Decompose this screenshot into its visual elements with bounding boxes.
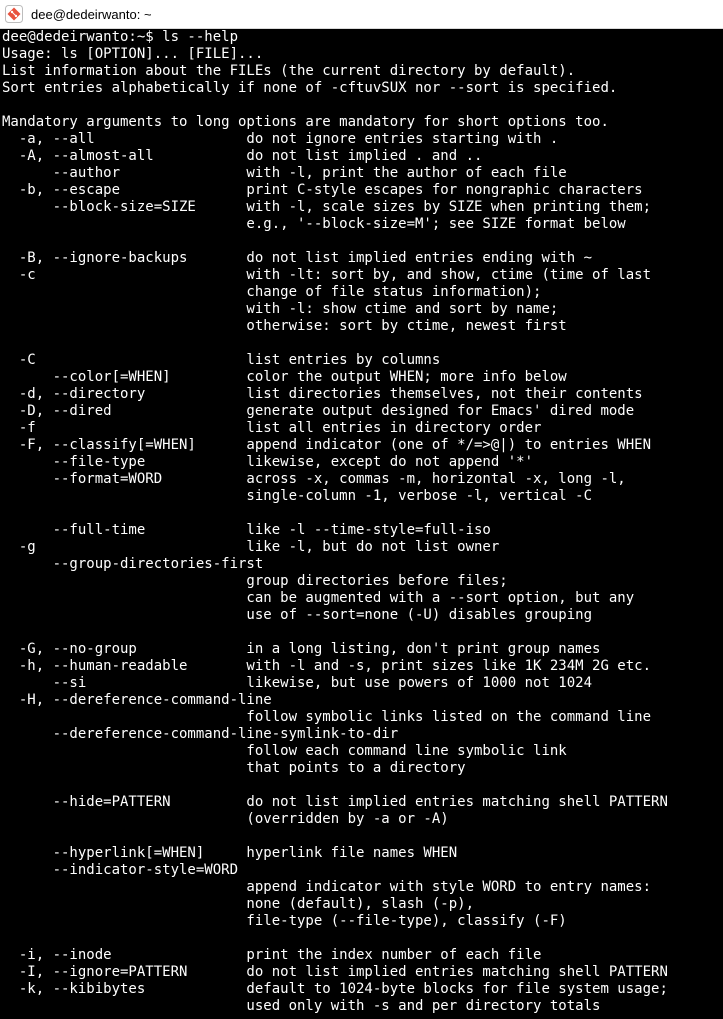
terminal-line: --si likewise, but use powers of 1000 not 1024 [2, 675, 593, 691]
terminal-line: append indicator with style WORD to entry names: [2, 879, 652, 895]
terminal-line: group directories before files; [2, 573, 508, 589]
terminal-line: -a, --all do not ignore entries starting with . [2, 131, 559, 147]
terminal-line: none (default), slash (-p), [2, 896, 475, 912]
terminal-line: --color[=WHEN] color the output WHEN; more info below [2, 369, 567, 385]
terminal-line: -I, --ignore=PATTERN do not list implied entries matching shell PATTERN [2, 964, 668, 980]
terminal-line: --indicator-style=WORD [2, 862, 239, 878]
terminal-line: single-column -1, verbose -l, vertical -C [2, 488, 593, 504]
terminal-line: -f list all entries in directory order [2, 420, 542, 436]
terminal-line: -D, --dired generate output designed for Emacs' dired mode [2, 403, 635, 419]
terminal-line [2, 930, 723, 947]
terminal-line [2, 624, 723, 641]
terminal-line: -B, --ignore-backups do not list implied entries ending with ~ [2, 250, 593, 266]
terminal-line: List information about the FILEs (the current directory by default). [2, 63, 576, 79]
terminal-line: file-type (--file-type), classify (-F) [2, 913, 567, 929]
terminal-line: -k, --kibibytes default to 1024-byte blocks for file system usage; [2, 981, 668, 997]
terminal-line: follow symbolic links listed on the command line [2, 709, 652, 725]
terminal-line: -i, --inode print the index number of each file [2, 947, 542, 963]
terminal-line: -F, --classify[=WHEN] append indicator (one of */=>@|) to entries WHEN [2, 437, 652, 453]
terminal-line: --hide=PATTERN do not list implied entries matching shell PATTERN [2, 794, 668, 810]
terminal-line: -c with -lt: sort by, and show, ctime (time of last [2, 267, 652, 283]
terminal-line: use of --sort=none (-U) disables grouping [2, 607, 593, 623]
terminal-line: -h, --human-readable with -l and -s, print sizes like 1K 234M 2G etc. [2, 658, 652, 674]
terminal-line: -A, --almost-all do not list implied . and .. [2, 148, 483, 164]
terminal-line: with -l: show ctime and sort by name; [2, 301, 559, 317]
terminal-line: change of file status information); [2, 284, 542, 300]
terminal-line: -b, --escape print C-style escapes for nongraphic characters [2, 182, 643, 198]
terminal-line [2, 97, 723, 114]
terminal-line: --block-size=SIZE with -l, scale sizes by SIZE when printing them; [2, 199, 652, 215]
terminal-line [2, 505, 723, 522]
terminal-line: otherwise: sort by ctime, newest first [2, 318, 567, 334]
terminal-line [2, 335, 723, 352]
terminal-line: e.g., '--block-size=M'; see SIZE format below [2, 216, 626, 232]
terminal-line: used only with -s and per directory totals [2, 998, 601, 1014]
window-title: dee@dedeirwanto: ~ [31, 6, 152, 22]
terminal-line: Mandatory arguments to long options are mandatory for short options too. [2, 114, 609, 130]
terminal-line: --hyperlink[=WHEN] hyperlink file names WHEN [2, 845, 458, 861]
terminal-line: dee@dedeirwanto:~$ ls --help [2, 29, 239, 45]
terminal-output[interactable] [2, 29, 723, 1019]
terminal-line: that points to a directory [2, 760, 466, 776]
terminal-line: --file-type likewise, except do not append '*' [2, 454, 534, 470]
terminal-line: -G, --no-group in a long listing, don't print group names [2, 641, 601, 657]
terminal-line: Usage: ls [OPTION]... [FILE]... [2, 46, 264, 62]
terminal-line: -C list entries by columns [2, 352, 441, 368]
terminal-line: -d, --directory list directories themselves, not their contents [2, 386, 643, 402]
terminal-line: follow each command line symbolic link [2, 743, 567, 759]
terminal-line: (overridden by -a or -A) [2, 811, 449, 827]
terminal-line: --author with -l, print the author of each file [2, 165, 567, 181]
terminal-line: --full-time like -l --time-style=full-iso [2, 522, 491, 538]
title-bar[interactable] [0, 0, 723, 29]
git-bash-icon [5, 5, 23, 23]
terminal-line: can be augmented with a --sort option, but any [2, 590, 635, 606]
terminal-line [2, 777, 723, 794]
terminal-line [2, 233, 723, 250]
terminal-line: -g like -l, but do not list owner [2, 539, 500, 555]
terminal-line: -H, --dereference-command-line [2, 692, 272, 708]
terminal-line: --format=WORD across -x, commas -m, horizontal -x, long -l, [2, 471, 626, 487]
terminal-line: --dereference-command-line-symlink-to-dir [2, 726, 399, 742]
terminal-line: Sort entries alphabetically if none of -cftuvSUX nor --sort is specified. [2, 80, 618, 96]
terminal-line [2, 828, 723, 845]
terminal-line: --group-directories-first [2, 556, 264, 572]
